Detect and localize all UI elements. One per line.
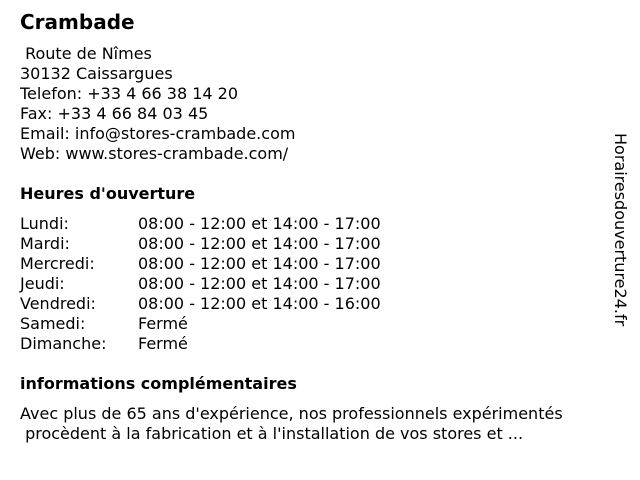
day-label: Samedi:	[20, 314, 86, 333]
hours-heading: Heures d'ouverture	[20, 184, 196, 203]
day-hours: 08:00 - 12:00 et 14:00 - 17:00	[138, 274, 381, 293]
description	[20, 404, 563, 444]
hours-row-samedi	[20, 314, 440, 334]
description-line: procèdent à la fabrication et à l'installation de vos stores et ...	[20, 424, 524, 443]
contact-block	[20, 44, 295, 164]
business-name: Crambade	[20, 10, 135, 34]
info-heading: informations complémentaires	[20, 374, 297, 393]
watermark	[610, 133, 630, 373]
day-label: Vendredi:	[20, 294, 96, 313]
day-hours: Fermé	[138, 334, 188, 353]
hours-row-mercredi	[20, 254, 440, 274]
hours-row-vendredi	[20, 294, 440, 314]
day-hours: 08:00 - 12:00 et 14:00 - 17:00	[138, 214, 381, 233]
watermark-text: Horairesdouverture24.fr	[611, 133, 630, 327]
day-hours: 08:00 - 12:00 et 14:00 - 17:00	[138, 234, 381, 253]
hours-row-lundi	[20, 214, 440, 234]
address-street: Route de Nîmes	[20, 44, 152, 63]
day-label: Lundi:	[20, 214, 69, 233]
address-city: 30132 Caissargues	[20, 64, 173, 83]
description-line: Avec plus de 65 ans d'expérience, nos professionnels expérimentés	[20, 404, 563, 423]
phone-line: Telefon: +33 4 66 38 14 20	[20, 84, 239, 103]
fax-line: Fax: +33 4 66 84 03 45	[20, 104, 209, 123]
hours-row-dimanche	[20, 334, 440, 354]
day-hours: 08:00 - 12:00 et 14:00 - 17:00	[138, 254, 381, 273]
day-hours: Fermé	[138, 314, 188, 333]
day-label: Jeudi:	[20, 274, 65, 293]
day-label: Mardi:	[20, 234, 70, 253]
email-line: Email: info@stores-crambade.com	[20, 124, 296, 143]
day-label: Dimanche:	[20, 334, 107, 353]
day-label: Mercredi:	[20, 254, 95, 273]
hours-table	[20, 214, 440, 354]
day-hours: 08:00 - 12:00 et 14:00 - 16:00	[138, 294, 381, 313]
hours-row-mardi	[20, 234, 440, 254]
hours-row-jeudi	[20, 274, 440, 294]
web-line: Web: www.stores-crambade.com/	[20, 144, 289, 163]
